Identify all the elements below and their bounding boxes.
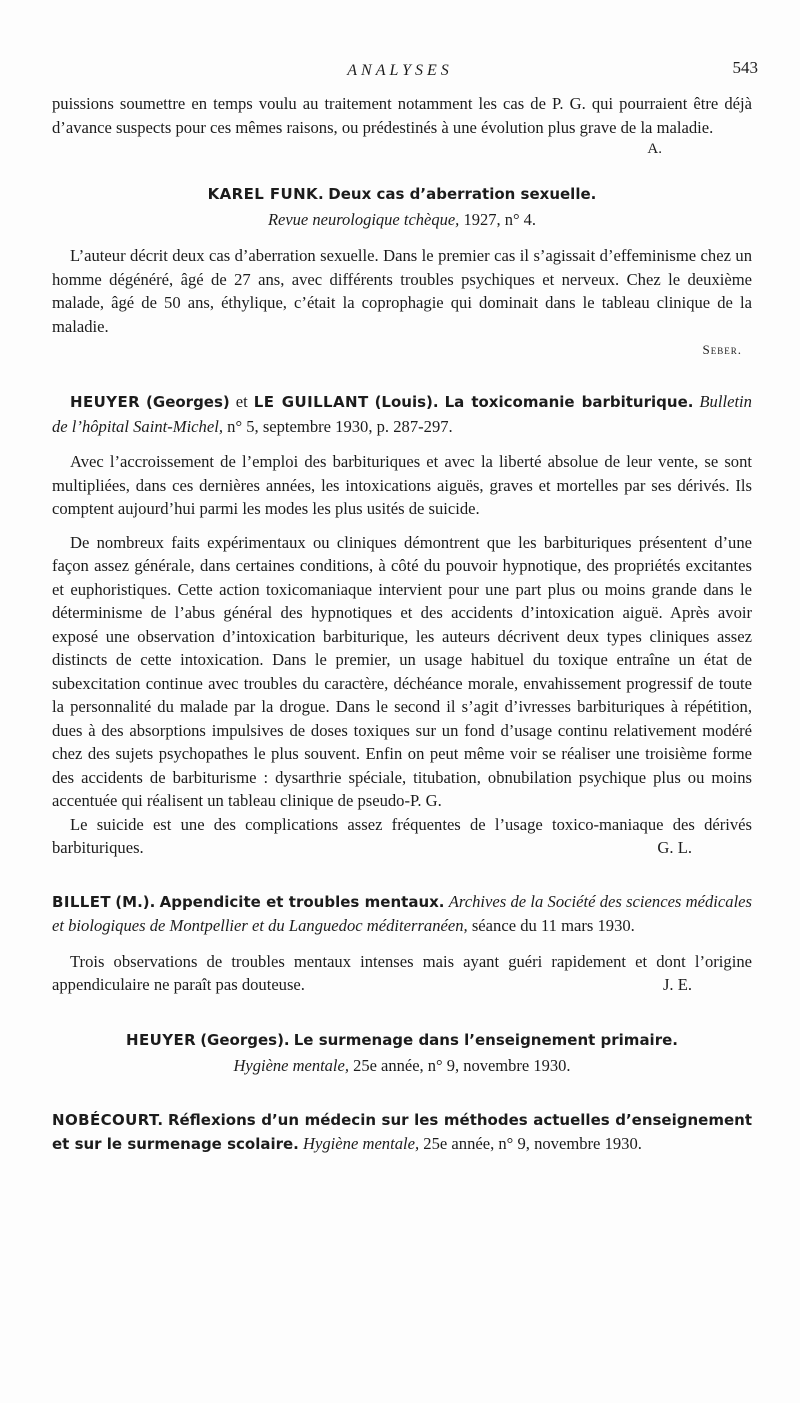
heuyer-leguillant-author1: HEUYER — [70, 393, 141, 411]
heuyer-surmenage-given: (Georges). — [200, 1030, 290, 1049]
heuyer-surmenage-entry — [52, 1027, 752, 1078]
funk-signature: Seber. — [702, 342, 742, 357]
heuyer-leguillant-given2: (Louis). — [374, 393, 439, 411]
heuyer-surmenage-details: 25e année, n° 9, novembre 1930. — [353, 1055, 571, 1075]
heuyer-leguillant-connector: et — [235, 392, 248, 411]
continuation-entry — [52, 92, 752, 159]
page-content — [52, 92, 752, 1157]
heuyer-leguillant-title: La toxicomanie barbiturique. — [444, 393, 694, 411]
nobecourt-entry — [52, 1108, 752, 1157]
funk-entry — [52, 181, 752, 360]
continuation-signature: A. — [647, 141, 662, 157]
heuyer-leguillant-details: n° 5, septembre 1930, p. 287-297. — [227, 416, 453, 436]
continuation-text: puissions soumettre en temps voulu au traitement notamment les cas de P. G. qui pourraient être déjà d’avance suspects pour ces mêmes raisons, ou prédestinés à une évolution plus grave de la maladie. — [52, 94, 752, 137]
heuyer-surmenage-journal: Hygiène mentale, — [233, 1055, 349, 1075]
running-head — [0, 58, 800, 86]
funk-details: 1927, n° 4. — [463, 210, 537, 229]
nobecourt-author: NOBÉCOURT. — [52, 1110, 164, 1129]
heuyer-leguillant-heading — [52, 390, 752, 438]
heuyer-surmenage-heading — [52, 1027, 752, 1053]
heuyer-surmenage-title: Le surmenage dans l’enseignement primaire. — [293, 1030, 678, 1049]
funk-reference — [52, 207, 752, 232]
funk-author: KAREL FUNK. — [207, 185, 325, 203]
billet-body-wrapper — [52, 950, 752, 997]
running-title: ANALYSES — [347, 62, 453, 79]
heuyer-leguillant-para1: Avec l’accroissement de l’emploi des barbituriques et avec la liberté absolue de leur vente, se sont multipliées, dans ces dernières années, les intoxications aiguës, graves et mortelles par ses dérivés. Ils comptent aujourd’hui parmi les modes les plus usités de suicide. — [52, 452, 752, 518]
heuyer-leguillant-entry — [52, 390, 752, 860]
nobecourt-journal: Hygiène mentale, — [303, 1134, 420, 1153]
heuyer-leguillant-signature: G. L. — [657, 838, 692, 857]
page-number: 543 — [732, 58, 758, 77]
billet-body: Trois observations de troubles mentaux intenses mais ayant guéri rapidement et dont l’origine appendiculaire ne paraît pas douteuse. — [52, 951, 752, 994]
billet-author: BILLET — [52, 892, 112, 911]
nobecourt-title: Réflexions d’un médecin sur les méthodes actuelles d’enseignement et sur le surmenage scolaire. — [52, 1110, 752, 1153]
billet-details: séance du 11 mars 1930. — [471, 916, 635, 935]
funk-body: L’auteur décrit deux cas d’aberration sexuelle. Dans le premier cas il s’agissait d’effeminisme chez un homme dégénéré, âgé de 27 ans, avec différents troubles psychiques et nerveux. Chez le deuxième malade, âgé de 50 ans, éthylique, c’était la coprophagie qui dominait dans le tableau clinique de la maladie. — [52, 246, 752, 336]
billet-heading — [52, 890, 752, 938]
billet-title: Appendicite et troubles mentaux. — [159, 892, 445, 911]
heuyer-leguillant-journal: Bulletin de l’hôpital Saint-Michel, — [52, 392, 752, 436]
heuyer-leguillant-given1: (Georges) — [146, 393, 230, 411]
billet-signature: J. E. — [662, 975, 692, 994]
heuyer-leguillant-para2: De nombreux faits expérimentaux ou cliniques démontrent que les barbituriques présentent d’une façon assez générale, dans certaines conditions, à côté du pouvoir hypnotique, des propriétés excitantes et euphoristiques. Cette action toxicomaniaque intervient pour une part plus ou moins grande dans le déterminisme de l’abus général des hypnotiques et des accidents d’intoxication aiguë. Après avoir exposé une observation d’intoxication barbiturique, les auteurs décrivent deux types cliniques assez distincts de cette intoxication. Dans le premier, un usage habituel du toxique entraîne un état de subexcitation continue avec troubles du caractère, déchéance morale, envahissement progressif de toute la personnalité du malade par la drogue. Dans le second il s’agit d’ivresses barbituriques à répétition, dues à des absorptions impulsives de doses toxiques sur un fond d’usage continu relativement modéré chez des sujets psychopathes le plus souvent. Enfin on peut même voir se réaliser une troisième forme des accidents de barbiturisme : dysarthrie spéciale, titubation, obnubilation psychique plus ou moins accentuée qui réalisent un tableau clinique de pseudo-P. G. — [52, 532, 752, 810]
funk-heading — [52, 181, 752, 207]
nobecourt-heading — [52, 1108, 752, 1157]
nobecourt-details: 25e année, n° 9, novembre 1930. — [423, 1134, 642, 1153]
billet-given: (M.). — [115, 892, 156, 911]
heuyer-surmenage-reference — [52, 1053, 752, 1078]
billet-journal: Archives de la Société des sciences médicales et biologiques de Montpellier et du Languedoc méditerranéen, — [52, 891, 752, 935]
heuyer-surmenage-author: HEUYER — [126, 1030, 197, 1049]
heuyer-leguillant-author2: LE GUILLANT — [253, 393, 369, 411]
funk-journal: Revue neurologique tchèque, — [267, 210, 460, 229]
funk-title: Deux cas d’aberration sexuelle. — [328, 185, 597, 203]
heuyer-leguillant-para3: Le suicide est une des complications assez fréquentes de l’usage toxico-maniaque des dérivés barbituriques. — [52, 814, 752, 857]
billet-entry — [52, 890, 752, 997]
heuyer-leguillant-para3-wrapper — [52, 813, 752, 860]
